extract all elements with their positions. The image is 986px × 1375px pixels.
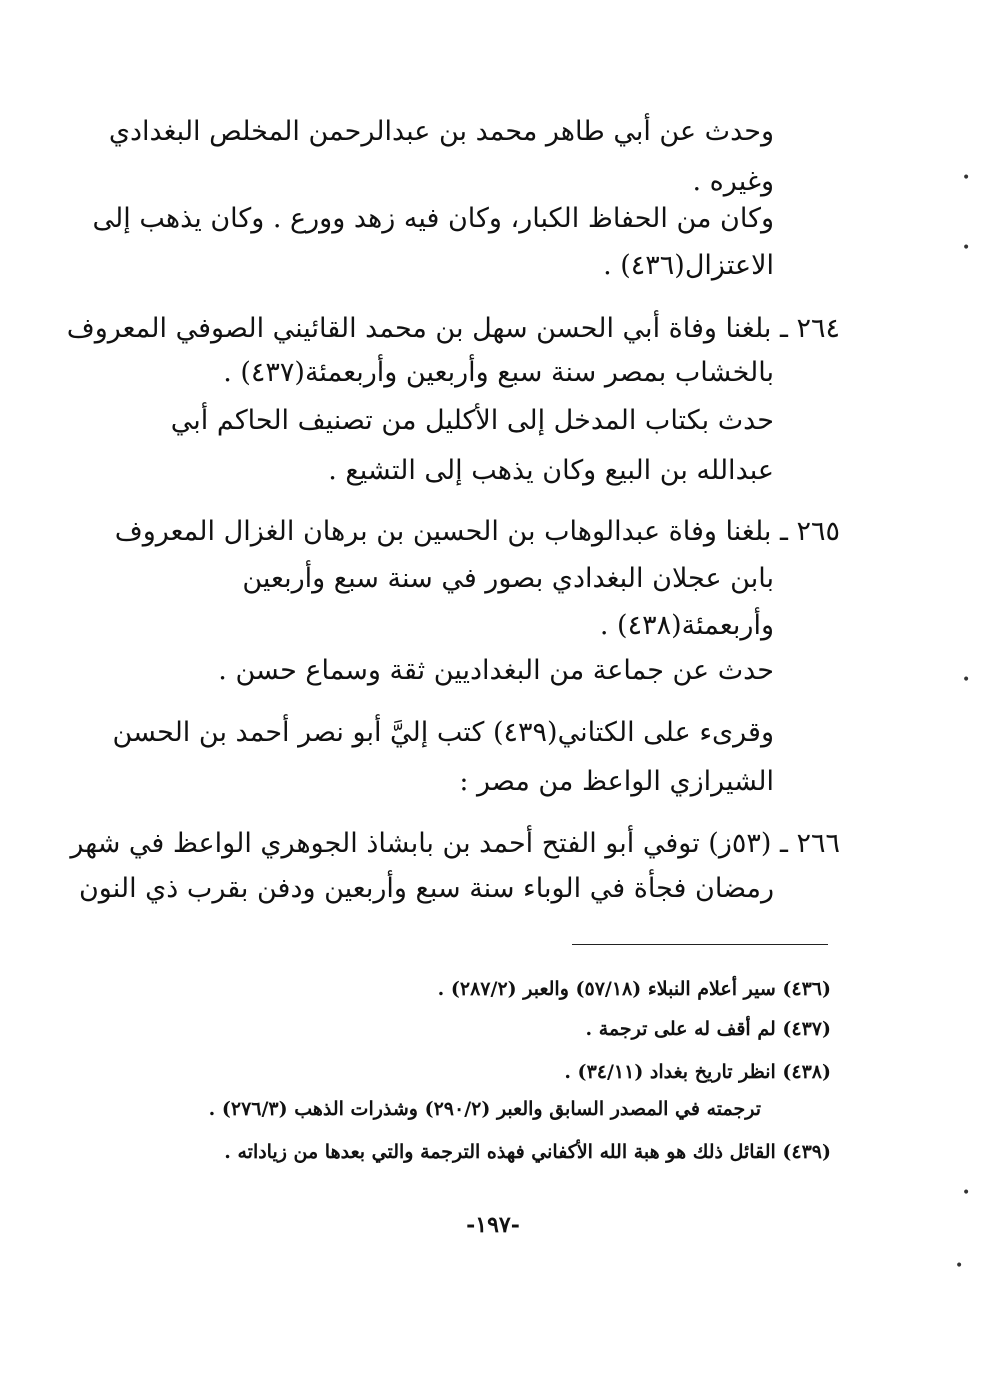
footnote-separator [572,944,828,945]
scan-speck: • [962,240,971,256]
text-line: وكان من الحفاظ الكبار، وكان فيه زهد وورع . وكان يذهب إلى [92,203,774,234]
text-line: وقرىء على الكتاني(٤٣٩) كتب إليَّ أبو نصر أحمد بن الحسن [112,717,774,748]
text-line: وغيره . [692,166,774,197]
page-number: -١٩٧- [466,1212,520,1238]
text-line: وحدث عن أبي طاهر محمد بن عبدالرحمن المخلص البغدادي [108,116,774,147]
text-line: حدث عن جماعة من البغداديين ثقة وسماع حسن . [218,655,774,686]
text-line: عبدالله بن البيع وكان يذهب إلى التشيع . [328,455,774,486]
entry-266-heading: ٢٦٦ ـ (٥٣ز) توفي أبو الفتح أحمد بن بابشاذ الجوهري الواعظ في شهر [70,828,840,859]
footnote: (٤٣٩) القائل ذلك هو هبة الله الأكفاني فهذه الترجمة والتي بعدها من زياداته . [224,1141,831,1163]
text-line: بالخشاب بمصر سنة سبع وأربعين وأربعمئة(٤٣٧) . [223,357,774,388]
footnote: (٤٣٨) انظر تاريخ بغداد (٣٤/١١) . [564,1061,831,1083]
footnote: (٤٣٧) لم أقف له على ترجمة . [585,1018,831,1040]
scan-speck: • [962,170,971,186]
scan-speck: • [955,1258,964,1274]
footnote: (٤٣٦) سير أعلام النبلاء (٥٧/١٨) والعبر (٢٨٧/٢) . [437,978,831,1000]
text-line: حدث بكتاب المدخل إلى الأكليل من تصنيف الحاكم أبي [170,405,774,436]
scan-speck: • [962,1185,971,1201]
text-line: الاعتزال(٤٣٦) . [603,250,774,281]
entry-264-heading: ٢٦٤ ـ بلغنا وفاة أبي الحسن سهل بن محمد القائيني الصوفي المعروف [66,313,840,344]
footnote: ترجمته في المصدر السابق والعبر (٢٩٠/٢) وشذرات الذهب (٢٧٦/٣) . [208,1098,761,1120]
text-line: وأربعمئة(٤٣٨) . [599,610,774,641]
text-line: بابن عجلان البغدادي بصور في سنة سبع وأربعين [242,563,774,594]
entry-265-heading: ٢٦٥ ـ بلغنا وفاة عبدالوهاب بن الحسين بن برهان الغزال المعروف [114,516,840,547]
text-line: الشيرازي الواعظ من مصر : [459,766,774,797]
text-line: رمضان فجأة في الوباء سنة سبع وأربعين ودفن بقرب ذي النون [78,873,774,904]
scan-speck: • [962,672,971,688]
